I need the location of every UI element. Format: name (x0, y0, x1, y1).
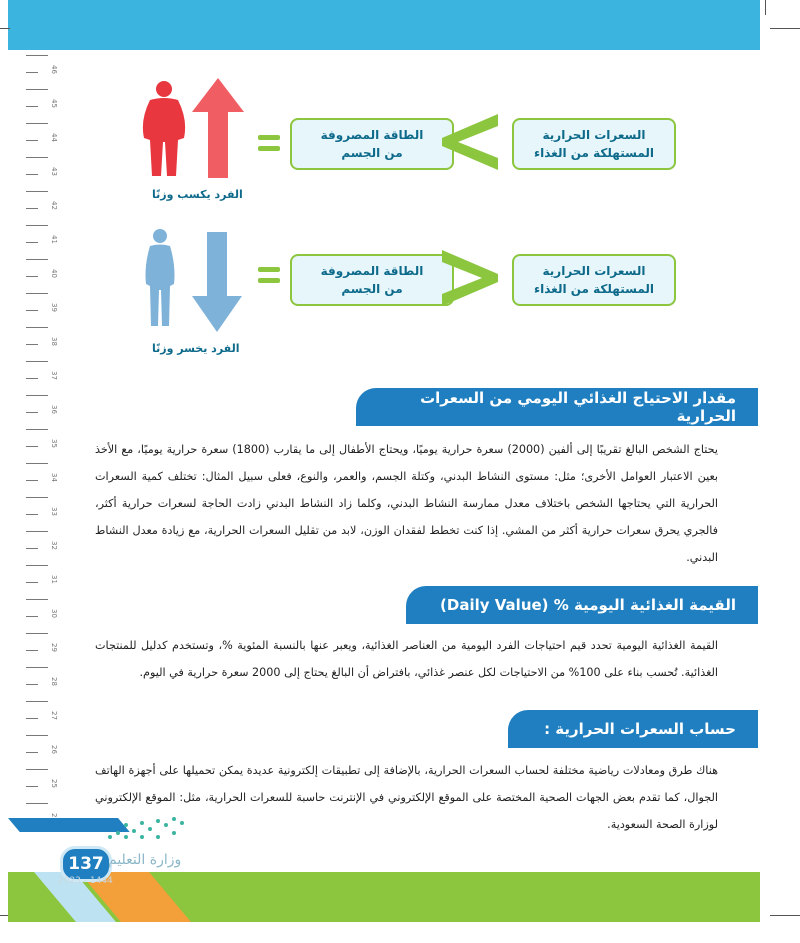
equals-icon (258, 135, 280, 157)
box-line: المستهلكة من الغذاء (533, 282, 654, 296)
ruler-tick (26, 259, 48, 260)
calories-consumed-box (512, 254, 676, 306)
ruler-number: 38 (50, 337, 58, 346)
box-line: السعرات الحرارية (542, 128, 646, 142)
ruler-tick (26, 582, 38, 583)
ruler-tick (26, 140, 38, 141)
ruler-number: 40 (50, 269, 58, 278)
section-heading-daily-need: مقدار الاحتياج الغذائي اليومي من السعرات الحرارية (356, 388, 758, 426)
ruler-number: 30 (50, 609, 58, 618)
box-line: من الجسم (341, 146, 403, 160)
ruler-tick (26, 514, 38, 515)
person-gaining-icon (138, 80, 190, 180)
ruler-tick (26, 327, 48, 328)
section-heading-calorie-calc: حساب السعرات الحرارية : (508, 710, 758, 748)
ruler-number: 29 (50, 643, 58, 652)
box-line: السعرات الحرارية (542, 264, 646, 278)
ruler-tick (26, 667, 48, 668)
greater-than-icon (440, 248, 500, 308)
ruler-tick (26, 157, 48, 158)
section-paragraph-daily-value: القيمة الغذائية اليومية تحدد قيم احتياجات الفرد اليومية من العناصر الغذائية، ويعبر عنها بالنسبة المئوية %، وتستخدم كدليل للمنتجات الغذائية. تُحسب بناء على 100% من الاحتياجات لكل عنصر غذائي، بافتراض أن البالغ يحتاج إلى 2000 سعرة حرارية في اليوم. (95, 639, 718, 679)
ruler-tick (26, 769, 48, 770)
ruler-tick (26, 463, 48, 464)
ruler-number: 36 (50, 405, 58, 414)
arrow-up-icon (192, 78, 244, 178)
ruler-tick (26, 480, 38, 481)
ruler-number: 33 (50, 507, 58, 516)
ruler-number: 44 (50, 133, 58, 142)
box-line: الطاقة المصروفة (320, 264, 424, 278)
ruler-tick (26, 735, 48, 736)
ruler-tick (26, 786, 38, 787)
arrow-down-icon (192, 232, 242, 332)
ruler-tick (26, 123, 48, 124)
gain-weight-caption: الفرد يكسب وزنًا (152, 188, 243, 201)
top-color-bar (8, 0, 760, 50)
ruler-tick (26, 89, 48, 90)
ruler-number: 42 (50, 201, 58, 210)
ruler-tick (26, 599, 48, 600)
box-line: المستهلكة من الغذاء (533, 146, 654, 160)
crop-mark (770, 915, 800, 916)
ruler-tick (26, 310, 38, 311)
less-than-icon (440, 112, 500, 172)
ruler-tick (26, 565, 48, 566)
ruler-number: 46 (50, 65, 58, 74)
section-heading-daily-value: القيمة الغذائية اليومية % (Daily Value) (406, 586, 758, 624)
person-losing-icon (140, 228, 180, 328)
ruler-tick (26, 650, 38, 651)
energy-expended-box (290, 254, 454, 306)
ruler-tick (26, 752, 38, 753)
ruler-tick (26, 293, 48, 294)
ruler-tick (26, 616, 38, 617)
ruler-tick (26, 497, 48, 498)
ruler-tick (26, 191, 48, 192)
ruler-number: 37 (50, 371, 58, 380)
ruler-tick (26, 72, 38, 73)
ruler-tick (26, 225, 48, 226)
energy-expended-box (290, 118, 454, 170)
crop-mark (765, 0, 766, 15)
page-number-badge: 137 (60, 846, 112, 882)
ruler-tick (26, 174, 38, 175)
ruler-tick (26, 242, 38, 243)
ruler-number: 28 (50, 677, 58, 686)
lose-weight-caption: الفرد يخسر وزنًا (152, 342, 240, 355)
ruler-number: 39 (50, 303, 58, 312)
ruler-number: 27 (50, 711, 58, 720)
box-line: من الجسم (341, 282, 403, 296)
ruler-number: 31 (50, 575, 58, 584)
ruler-number: 26 (50, 745, 58, 754)
ruler-number: 35 (50, 439, 58, 448)
crop-mark (0, 28, 10, 29)
ruler-tick (26, 701, 48, 702)
calories-consumed-box (512, 118, 676, 170)
ruler-number: 34 (50, 473, 58, 482)
ruler-tick (26, 548, 38, 549)
ruler-tick (26, 684, 38, 685)
faded-year-text: 2023 - 1444 (58, 876, 113, 886)
ruler-tick (26, 803, 48, 804)
ruler-tick (26, 55, 48, 56)
side-ruler (26, 55, 56, 835)
ruler-number: 43 (50, 167, 58, 176)
ruler-tick (26, 412, 38, 413)
ruler-tick (26, 106, 38, 107)
ruler-number: 25 (50, 779, 58, 788)
ministry-logo-icon (100, 815, 190, 845)
ruler-number: 41 (50, 235, 58, 244)
ruler-tick (26, 531, 48, 532)
ruler-tick (26, 344, 38, 345)
section-paragraph-calorie-calc: هناك طرق ومعادلات رياضية مختلفة لحساب السعرات الحرارية، بالإضافة إلى تطبيقات إلكترونية عديدة يمكن تحميلها على أجهزة الهاتف الجوال، كما تقدم بعض الجهات الصحية المختصة على الموقع الإلكتروني في الإنترنت حاسبة للسعرات الحرارية، مثل: الموقع الإلكتروني لوزارة الصحة السعودية. (95, 764, 718, 831)
ruler-number: 32 (50, 541, 58, 550)
ruler-tick (26, 276, 38, 277)
ruler-tick (26, 361, 48, 362)
box-line: الطاقة المصروفة (320, 128, 424, 142)
ruler-tick (26, 446, 38, 447)
ruler-tick (26, 633, 48, 634)
ruler-tick (26, 378, 38, 379)
ruler-tick (26, 429, 48, 430)
ruler-number: 45 (50, 99, 58, 108)
crop-mark (770, 28, 800, 29)
ruler-tick (26, 718, 38, 719)
ruler-tick (26, 395, 48, 396)
section-paragraph-daily-need: يحتاج الشخص البالغ تقريبًا إلى ألفين (2000) سعرة حرارية يوميًا، ويحتاج الأطفال إلى ما يقارب (1800) سعرة حرارية يوميًا، مع الأخذ بعين الاعتبار العوامل الأخرى؛ مثل: مستوى النشاط البدني، وكتلة الجسم، والعمر، والنوع، فعلى سبيل المثال: تختلف كمية السعرات الحرارية التي يحتاجها الشخص باختلاف معدل ممارسة النشاط البدني، وكلما زاد النشاط البدني زادت الحاجة لسعرات حرارية أكثر، فالجري يحرق سعرات حرارية أكثر من المشي. إذا كنت تخطط لفقدان الوزن، لابد من تقليل السعرات الحرارية، مع زيادة معدل النشاط البدني. (95, 443, 718, 564)
ministry-label: وزارة التعليم (108, 852, 182, 868)
ruler-tick (26, 208, 38, 209)
equals-icon (258, 267, 280, 289)
